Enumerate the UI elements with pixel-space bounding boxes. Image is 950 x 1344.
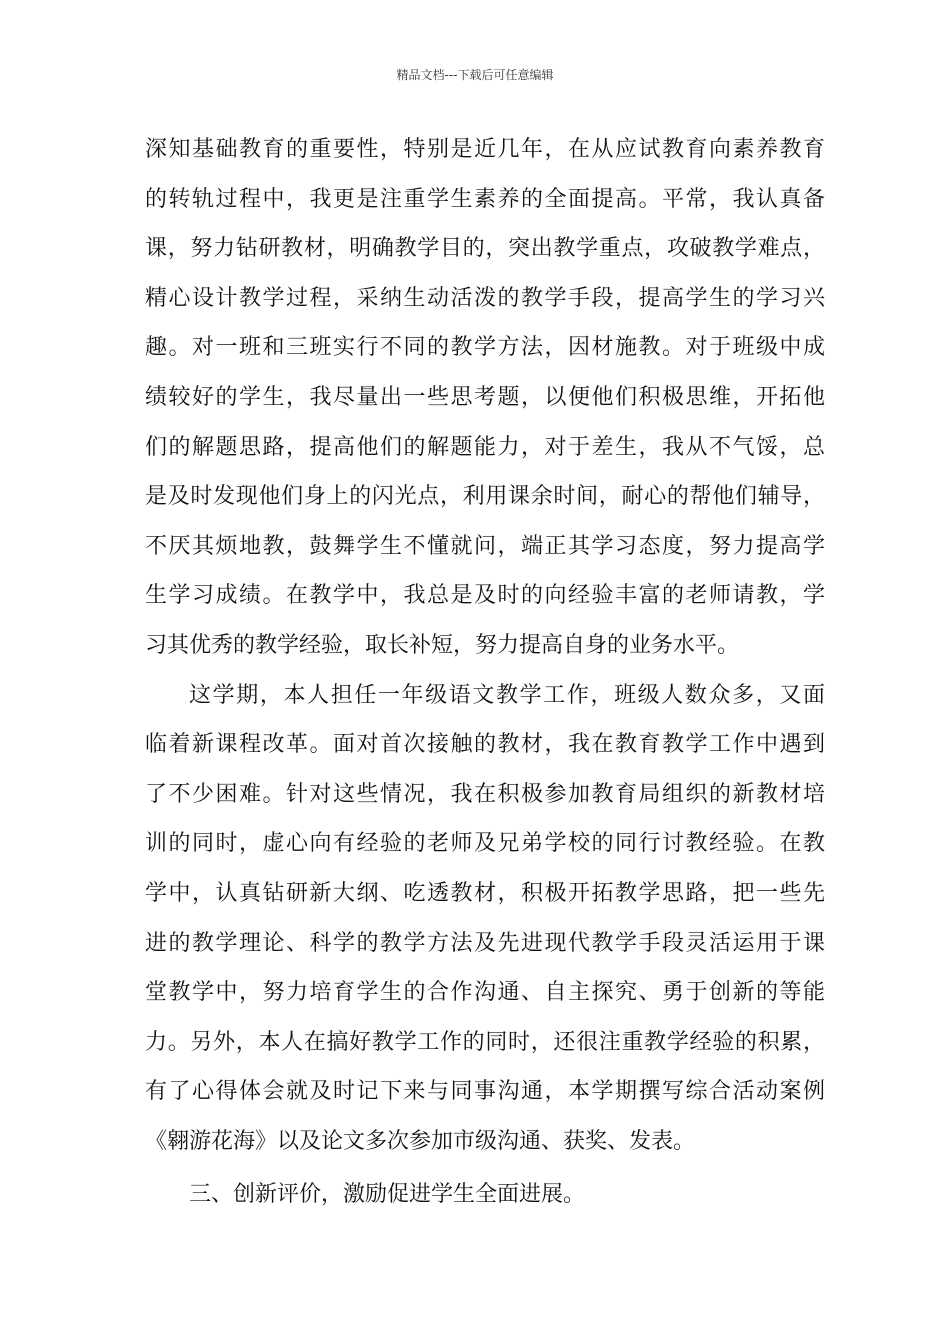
paragraph-1-line: 深知基础教育的重要性，特别是近几年，在从应试教育向素养教育 [145, 137, 825, 162]
paragraph-2-line: 进的教学理论、科学的教学方法及先进现代教学手段灵活运用于课 [145, 930, 825, 956]
paragraph-1-last-line: 习其优秀的教学经验，取长补短，努力提高自身的业务水平。 [145, 632, 740, 658]
paragraph-1-line: 趣。对一班和三班实行不同的教学方法，因材施教。对于班级中成 [145, 335, 825, 361]
paragraph-1-line: 们的解题思路，提高他们的解题能力，对于差生，我从不气馁，总 [145, 434, 825, 460]
paragraph-2-line: 学中，认真钻研新大纲、吃透教材，积极开拓教学思路，把一些先 [145, 880, 825, 906]
paragraph-2-last-line: 《翱游花海》以及论文多次参加市级沟通、获奖、发表。 [145, 1128, 696, 1154]
paragraph-2-first-line: 这学期，本人担任一年级语文教学工作，班级人数众多，又面 [189, 682, 825, 708]
section-heading: 三、创新评价，激励促进学生全面进展。 [189, 1182, 586, 1208]
paragraph-1-line: 课，努力钻研教材，明确教学目的，突出教学重点，攻破教学难点， [145, 236, 825, 262]
paragraph-2-line: 了不少困难。针对这些情况，我在积极参加教育局组织的新教材培 [145, 781, 825, 807]
page-header: 精品文档---下载后可任意编辑 [396, 68, 554, 82]
document-body [145, 132, 825, 1227]
paragraph-1-line: 不厌其烦地教，鼓舞学生不懂就问，端正其学习态度，努力提高学 [145, 533, 825, 559]
paragraph-2-line: 临着新课程改革。面对首次接触的教材，我在教育教学工作中遇到 [145, 732, 825, 758]
paragraph-1-line: 生学习成绩。在教学中，我总是及时的向经验丰富的老师请教，学 [145, 583, 825, 609]
paragraph-1-line: 精心设计教学过程，采纳生动活泼的教学手段，提高学生的学习兴 [145, 285, 825, 311]
paragraph-2-line: 力。另外，本人在搞好教学工作的同时，还很注重教学经验的积累， [145, 1029, 825, 1055]
paragraph-2-line: 训的同时，虚心向有经验的老师及兄弟学校的同行讨教经验。在教 [145, 831, 825, 857]
paragraph-2-line: 堂教学中，努力培育学生的合作沟通、自主探究、勇于创新的等能 [145, 980, 825, 1006]
paragraph-1-line: 的转轨过程中，我更是注重学生素养的全面提高。平常，我认真备 [145, 186, 825, 212]
paragraph-1-line: 是及时发现他们身上的闪光点，利用课余时间，耐心的帮他们辅导， [145, 484, 825, 510]
paragraph-1-line: 绩较好的学生，我尽量出一些思考题，以便他们积极思维，开拓他 [145, 384, 825, 410]
paragraph-2-line: 有了心得体会就及时记下来与同事沟通，本学期撰写综合活动案例 [145, 1079, 825, 1105]
